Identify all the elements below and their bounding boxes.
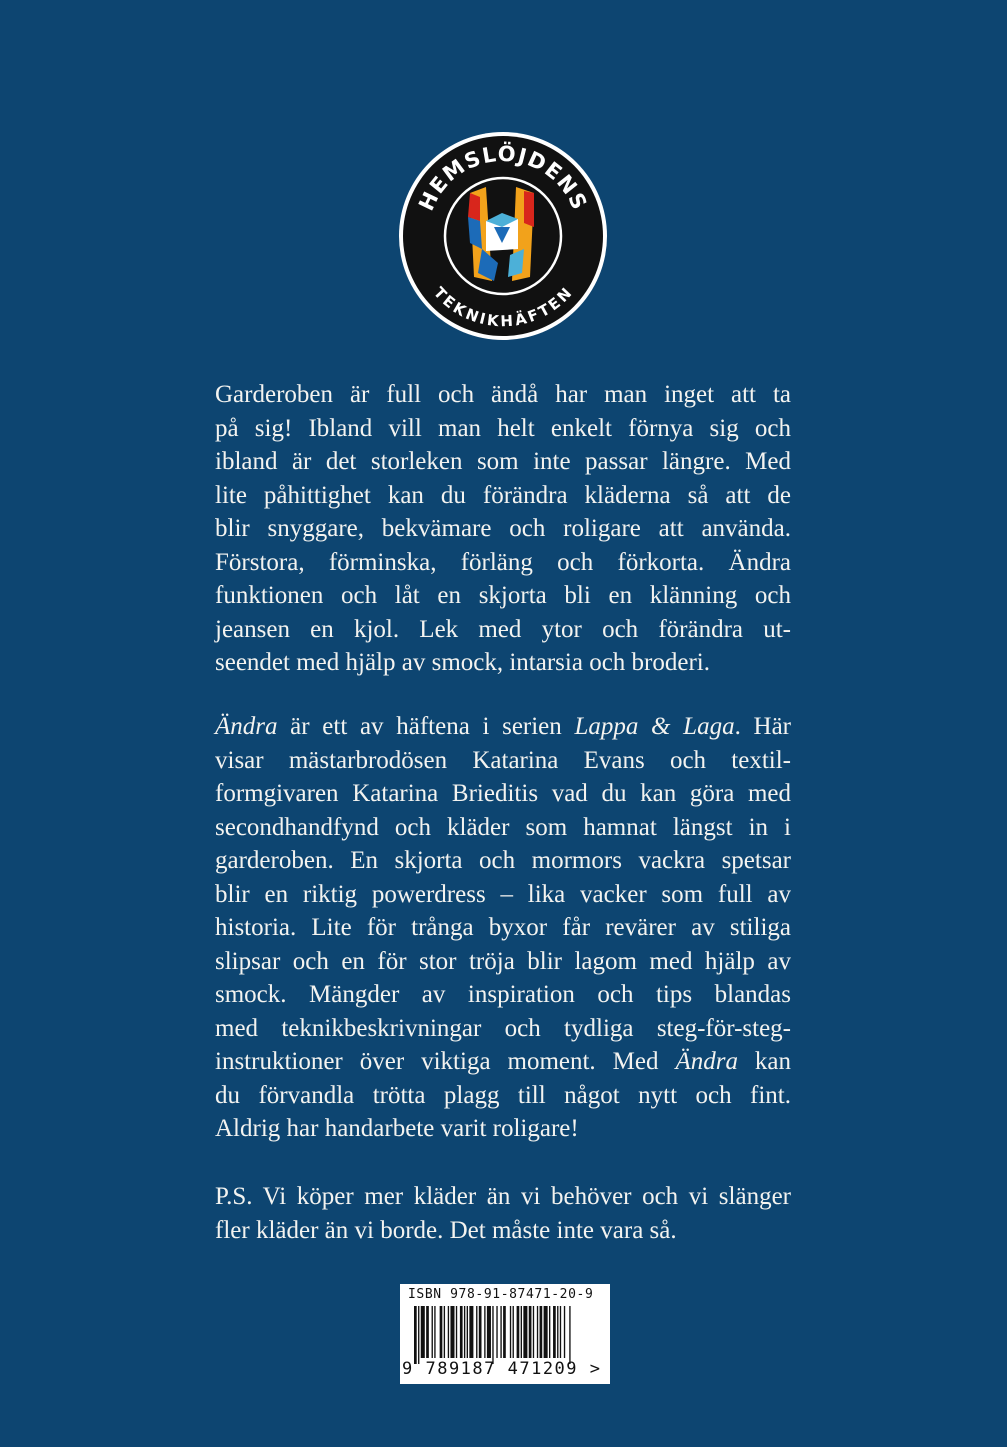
description-paragraph-1 [215,378,791,680]
text-line: ibland är det storleken som inte passar längre. Med [215,448,791,475]
logo-top-text: HEMSLÖJDENS [414,141,592,215]
barcode-bar [492,1306,493,1364]
ean-number: 9 789187 471209 > [402,1359,602,1379]
text-line: slipsar och en för stor tröja blir lagom med hjälp av [215,947,791,975]
text-line: jeansen en kjol. Lek med ytor och förändra ut- [215,615,791,643]
barcode-bar [496,1306,497,1358]
barcode-bar [564,1306,565,1358]
barcode-bar [456,1306,457,1358]
text-line: Garderoben är full och ändå har man inget att ta [215,381,791,408]
text-fragment: är ett av häftena i serien [277,713,575,740]
text-line: Aldrig har handarbete varit roligare! [215,1115,579,1142]
text-line: formgivaren Katarina Brieditis vad du kan göra med [215,780,791,807]
barcode-bar [467,1306,468,1358]
barcode-bar [503,1306,506,1358]
barcode-bar [537,1306,538,1358]
text-line: på sig! Ibland vill man helt enkelt förnya sig och [215,414,791,442]
barcode-bar [487,1306,491,1358]
barcode-bar [523,1306,527,1358]
barcode-bar [513,1306,514,1358]
text-line: Förstora, förminska, förläng och förkorta. Ändra [215,548,791,576]
book-title: Ändra [675,1048,738,1075]
text-line: smock. Mängder av inspiration och tips blandas [215,981,791,1008]
text-line [215,1045,791,1079]
barcode-bar [479,1306,482,1358]
text-line: du förvandla trötta plagg till något nytt och fint. [215,1081,791,1109]
hemslojdens-teknikhaften-logo [398,131,608,341]
barcode-bar [460,1306,463,1358]
text-line: seendet med hjälp av smock, intarsia och broderi. [215,649,710,676]
barcode-bar [464,1306,465,1358]
text-fragment: . Här [734,713,791,740]
text-fragment: instruktioner över viktiga moment. Med [215,1048,676,1075]
barcode-bar [476,1306,477,1358]
barcode-bar [450,1306,454,1358]
barcode-bar [469,1306,473,1358]
text-line: lite påhittighet kan du förändra kläderna så att de [215,481,791,509]
barcode-bar [484,1306,485,1358]
barcode-bar [432,1306,433,1358]
barcode-bar [421,1306,425,1358]
barcode-bar [549,1306,550,1358]
barcode-bar [414,1306,417,1364]
postscript-paragraph [215,1180,791,1247]
barcode-bar [521,1306,522,1358]
text-line: secondhandfynd och kläder som hamnat längst in i [215,813,791,841]
barcode-bar [418,1306,419,1364]
text-line: fler kläder än vi borde. Det måste inte vara så. [215,1216,677,1244]
text-line: P.S. Vi köper mer kläder än vi behöver och vi slänger [215,1183,791,1210]
text-line: blir snyggare, bekvämare och roligare att använda. [215,515,791,542]
barcode-bar [529,1306,532,1358]
text-fragment: kan [737,1048,791,1075]
series-title: Lappa & Laga [574,713,735,740]
logo-bottom-text: TEKNIKHÄFTEN [429,283,576,331]
barcode-bar [500,1306,501,1358]
text-line: visar mästarbrodösen Katarina Evans och textil- [215,746,791,774]
text-line: garderoben. En skjorta och mormors vackra spetsar [215,847,791,874]
isbn-barcode [400,1284,610,1384]
barcode-bar [517,1306,520,1358]
barcode-bar [544,1306,548,1358]
barcode-bar [440,1306,443,1358]
barcode-bar [444,1306,445,1358]
barcode-bar [553,1306,556,1358]
barcode-bar [510,1306,511,1358]
barcode-bar [557,1306,558,1358]
isbn-number: ISBN 978-91-87471-20-9 [408,1287,594,1302]
text-line: blir en riktig powerdress – lika vacker som full av [215,880,791,908]
barcode-bar [426,1306,429,1358]
text-line: funktionen och låt en skjorta bli en klänning och [215,582,791,609]
description-paragraph-2 [215,710,791,1146]
text-line: historia. Lite för trånga byxor får revärer av stiliga [215,914,791,941]
barcode-bar [540,1306,543,1358]
barcode-bar [434,1306,435,1358]
barcode-bar [560,1306,561,1358]
text-line [215,710,791,744]
barcode-bar [448,1306,449,1358]
text-line: med teknikbeskrivningar och tydliga steg-för-steg- [215,1014,791,1042]
barcode-bar [533,1306,534,1358]
book-title: Ändra [215,713,278,740]
barcode-bar [569,1306,570,1364]
